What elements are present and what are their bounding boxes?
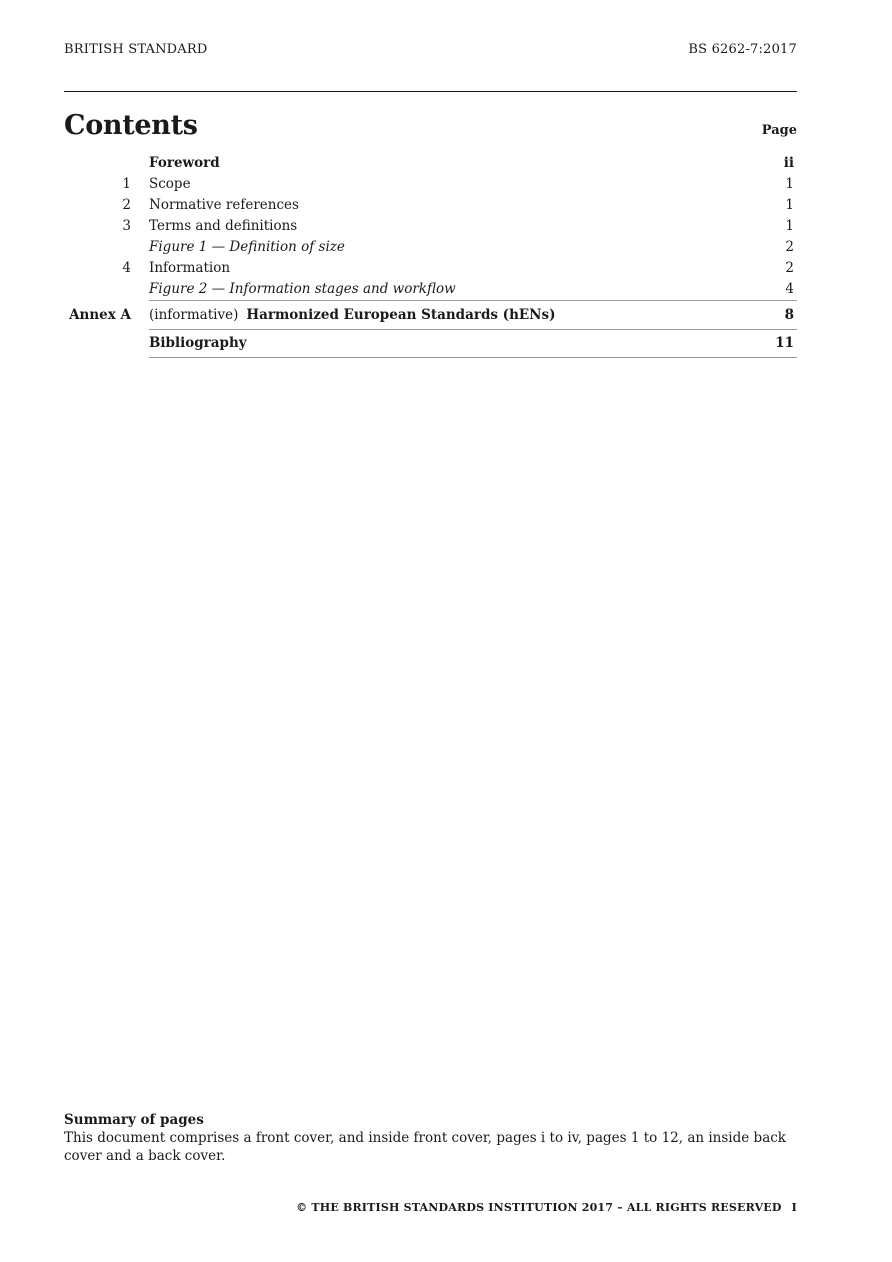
toc-entry-normative-references[interactable]	[64, 195, 797, 216]
toc-entry-page: ii	[783, 155, 794, 171]
toc-entry-figure-2[interactable]	[64, 279, 797, 300]
page-number: I	[791, 1201, 797, 1214]
page-column-label: Page	[761, 123, 797, 138]
running-header-right: BS 6262-7:2017	[688, 42, 797, 57]
toc-entry-text: Foreword	[149, 155, 220, 171]
toc-entry-page: 1	[785, 197, 794, 213]
annex-text	[149, 301, 556, 329]
toc-entry-page: 2	[785, 260, 794, 276]
toc-entry-page: 1	[785, 176, 794, 192]
toc-entry-page: 2	[785, 239, 794, 255]
toc-entry-foreword[interactable]	[64, 153, 797, 174]
toc-entry-number: 4	[122, 260, 131, 276]
copyright-notice: © THE BRITISH STANDARDS INSTITUTION 2017 – ALL RIGHTS RESERVED	[296, 1201, 782, 1214]
bibliography-text: Bibliography	[149, 335, 247, 351]
toc-entry-text: Terms and definitions	[149, 218, 298, 234]
table-of-contents	[64, 153, 797, 358]
page-title: Contents	[64, 110, 198, 141]
toc-entry-text: Information	[149, 260, 231, 276]
toc-entry-page: 4	[785, 281, 794, 297]
annex-label: Annex A	[69, 307, 131, 323]
toc-entry-figure-1[interactable]	[64, 237, 797, 258]
toc-entry-number: 1	[122, 176, 131, 192]
page-footer	[296, 1201, 797, 1214]
summary-of-pages	[64, 1111, 797, 1165]
toc-entry-annex-a[interactable]	[64, 301, 797, 329]
header-rule	[64, 91, 797, 92]
toc-entry-text: Scope	[149, 176, 191, 192]
toc-entry-number: 2	[122, 197, 131, 213]
summary-title: Summary of pages	[64, 1112, 204, 1128]
annex-page: 8	[784, 307, 794, 323]
toc-entry-text: Figure 1 — Definition of size	[149, 239, 345, 255]
annex-title: Harmonized European Standards (hENs)	[246, 307, 556, 323]
annex-qualifier: (informative)	[149, 307, 239, 323]
toc-entry-text: Normative references	[149, 197, 299, 213]
toc-entry-text: Figure 2 — Information stages and workflow	[149, 281, 456, 297]
toc-entry-information[interactable]	[64, 258, 797, 279]
toc-entry-bibliography[interactable]	[64, 330, 797, 357]
bibliography-page: 11	[775, 335, 794, 351]
summary-text: This document comprises a front cover, and inside front cover, pages i to iv, pages 1 to 12, an inside back cover and a back cover.	[64, 1130, 786, 1164]
running-header-left: BRITISH STANDARD	[64, 42, 208, 57]
toc-entry-scope[interactable]	[64, 174, 797, 195]
toc-entry-number: 3	[122, 218, 131, 234]
toc-separator	[149, 357, 797, 358]
toc-entry-terms-and-definitions[interactable]	[64, 216, 797, 237]
toc-entry-page: 1	[785, 218, 794, 234]
